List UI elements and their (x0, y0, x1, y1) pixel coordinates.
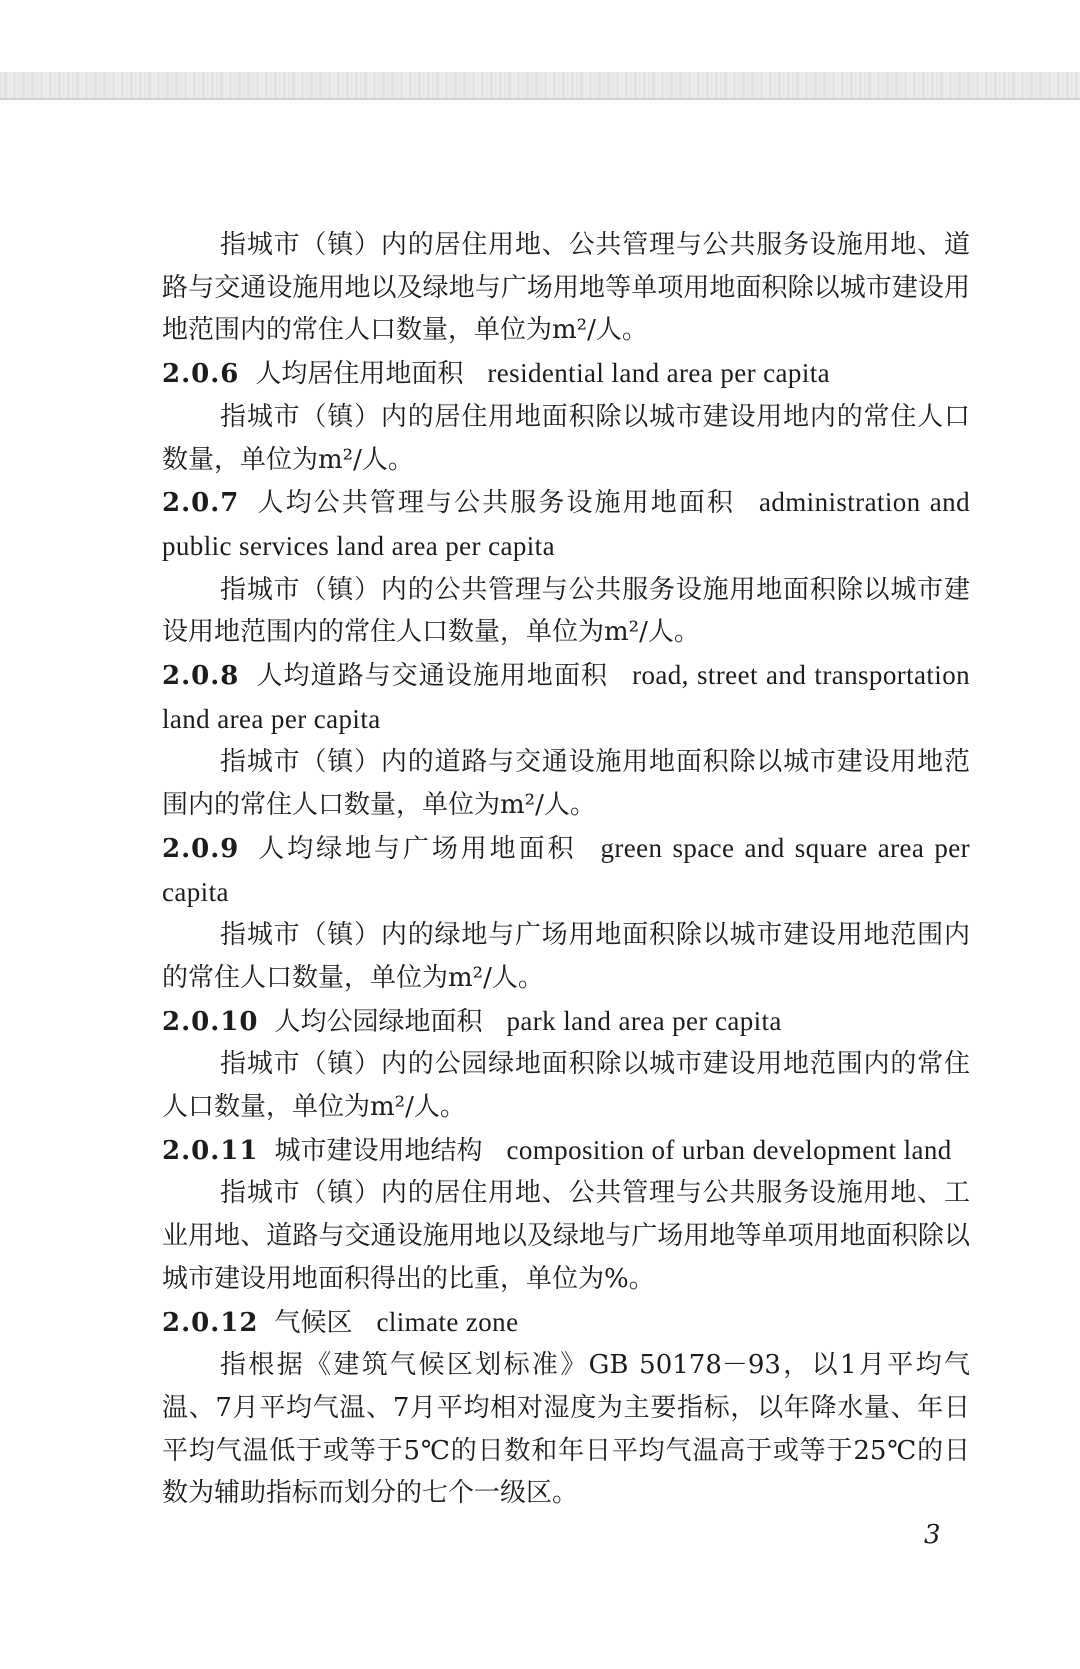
term-name-zh: 人均道路与交通设施用地面积 (255, 661, 609, 692)
scan-edge-line (0, 98, 1080, 100)
term-heading (162, 654, 970, 741)
term-2-0-6 (162, 352, 970, 481)
term-number: 2.0.9 (162, 833, 240, 864)
term-number: 2.0.7 (162, 488, 240, 519)
term-definition: 指城市（镇）内的道路与交通设施用地面积除以城市建设用地范围内的常住人口数量，单位为m²/人。 (162, 747, 970, 821)
term-definition: 指根据《建筑气候区划标准》GB 50178－93，以1月平均气温、7月平均气温、7月平均相对湿度为主要指标，以年降水量、年日平均气温低于或等于5℃的日数和年日平均气温高于或等于25℃的日数为辅助指标而划分的七个一级区。 (162, 1350, 970, 1509)
term-name-zh: 城市建设用地结构 (274, 1135, 483, 1166)
term-name-en: road, street and transportation land area per capita (162, 660, 970, 734)
term-heading (162, 1129, 970, 1173)
term-heading (162, 827, 970, 914)
term-name-en: composition of urban development land (506, 1134, 952, 1165)
term-number: 2.0.12 (162, 1307, 259, 1338)
term-name-en: park land area per capita (506, 1005, 782, 1036)
term-definition: 指城市（镇）内的公共管理与公共服务设施用地面积除以城市建设用地范围内的常住人口数量，单位为m²/人。 (162, 574, 970, 648)
term-definition: 指城市（镇）内的居住用地面积除以城市建设用地内的常住人口数量，单位为m²/人。 (162, 401, 970, 475)
term-2-0-8 (162, 654, 970, 827)
document-body (162, 224, 970, 1515)
term-name-zh: 人均居住用地面积 (255, 359, 464, 390)
term-heading (162, 481, 970, 568)
term-2-0-10 (162, 1000, 970, 1129)
intro-paragraph: 指城市（镇）内的居住用地、公共管理与公共服务设施用地、道路与交通设施用地以及绿地与广场用地等单项用地面积除以城市建设用地范围内的常住人口数量，单位为m²/人。 (162, 230, 970, 346)
term-name-en: administration and public services land area per capita (162, 487, 970, 561)
scan-edge-band (0, 72, 1080, 98)
term-name-zh: 气候区 (274, 1307, 353, 1338)
term-2-0-12 (162, 1301, 970, 1516)
term-name-en: residential land area per capita (487, 358, 831, 389)
term-name-zh: 人均绿地与广场用地面积 (255, 833, 577, 864)
term-2-0-11 (162, 1129, 970, 1301)
term-name-en: green space and square area per capita (162, 832, 970, 907)
term-2-0-7 (162, 481, 970, 654)
term-2-0-9 (162, 827, 970, 1000)
term-number: 2.0.11 (162, 1135, 259, 1166)
term-heading (162, 1301, 970, 1345)
term-definition: 指城市（镇）内的居住用地、公共管理与公共服务设施用地、工业用地、道路与交通设施用地以及绿地与广场用地等单项用地面积除以城市建设用地面积得出的比重，单位为%。 (162, 1178, 970, 1294)
term-number: 2.0.8 (162, 661, 240, 692)
term-name-zh: 人均公园绿地面积 (274, 1006, 483, 1037)
term-heading (162, 1000, 970, 1044)
term-definition: 指城市（镇）内的绿地与广场用地面积除以城市建设用地范围内的常住人口数量，单位为m²/人。 (162, 920, 970, 993)
term-number: 2.0.10 (162, 1006, 259, 1037)
term-definition: 指城市（镇）内的公园绿地面积除以城市建设用地范围内的常住人口数量，单位为m²/人。 (162, 1049, 970, 1123)
page-number: 3 (924, 1520, 941, 1550)
term-name-en: climate zone (376, 1306, 519, 1337)
term-heading (162, 352, 970, 396)
term-name-zh: 人均公共管理与公共服务设施用地面积 (255, 488, 735, 519)
term-number: 2.0.6 (162, 359, 240, 390)
